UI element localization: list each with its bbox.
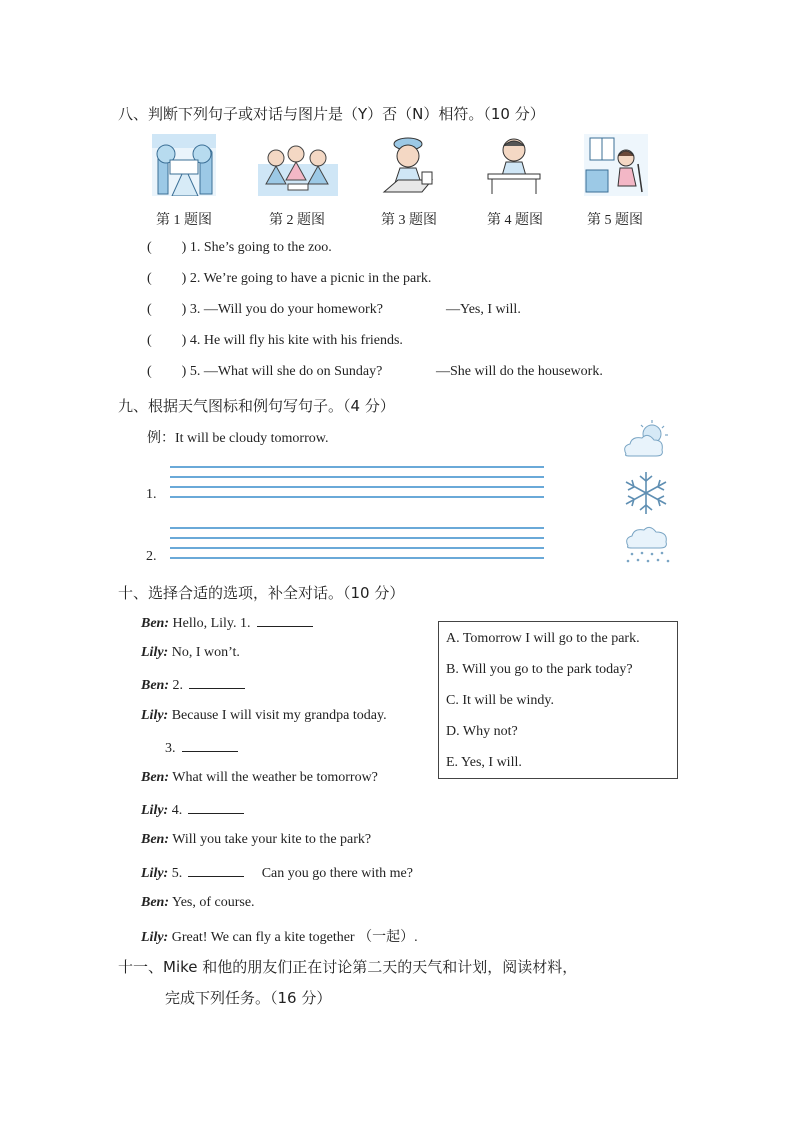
judgment-item-2 [147,271,431,287]
dialogue-text: 4. [171,803,183,818]
answer-paren-close: ) [181,302,187,317]
dialogue-line-10 [141,895,255,911]
dialogue-line-1 [141,614,313,632]
speaker: Ben: [141,770,169,785]
picture-caption-5: 第 5 题图 [587,213,643,228]
dialogue-text: Hello, Lily. 1. [172,616,251,631]
writing-line [170,527,544,529]
answer-paren-open: ( [147,364,152,379]
option-a: A. Tomorrow I will go to the park. [446,631,640,646]
dialogue-line-2 [141,645,240,661]
boy-at-desk-picture-icon [486,136,542,196]
dialogue-line-4 [141,708,387,724]
writing-line [170,466,544,468]
option-d: D. Why not? [446,724,518,739]
judgment-text: 5. —What will she do on Sunday? [189,364,383,379]
dialogue-text-after: Can you go there with me? [261,866,413,881]
writing-number-2: 2. [146,549,157,564]
writing-number-1: 1. [146,487,157,502]
dialogue-text: 2. [172,678,183,693]
judgment-text: 3. —Will you do your homework? [189,302,383,317]
speaker: Ben: [141,678,169,693]
judgment-item-3 [147,302,383,318]
dialogue-text: No, I won’t. [171,645,240,660]
judgment-text: 1. She’s going to the zoo. [189,240,332,255]
section10-heading: 十、选择合适的选项，补全对话。（10 分） [118,584,405,602]
speaker: Lily: [141,645,169,660]
picture-caption-1: 第 1 题图 [156,213,212,228]
option-b: B. Will you go to the park today? [446,662,633,677]
judgment-answer-5: —She will do the housework. [436,364,603,379]
dialogue-text: 3. [165,741,176,756]
speaker: Lily: [141,866,169,881]
dialogue-line-7 [141,801,244,819]
speaker: Lily: [141,708,169,723]
picnic-picture-icon [258,140,338,196]
answer-paren-open: ( [147,271,152,286]
judgment-item-5 [147,364,382,380]
judgment-text: 4. He will fly his kite with his friends. [189,333,403,348]
answer-blank[interactable] [189,676,245,689]
snowflake-icon [622,470,670,516]
dialogue-text: Because I will visit my grandpa today. [171,708,387,723]
speaker: Ben: [141,832,169,847]
rain-cloud-icon [622,522,672,566]
dialogue-line-11 [141,926,418,946]
speaker: Ben: [141,616,169,631]
section11-heading-line1: 十一、Mike 和他的朋友们正在讨论第二天的天气和计划，阅读材料， [118,958,578,976]
writing-line [170,476,544,478]
picture-caption-2: 第 2 题图 [269,213,325,228]
answer-paren-open: ( [147,302,152,317]
answer-paren-close: ) [181,364,187,379]
dialogue-line-6 [141,770,378,786]
judgment-text: 2. We’re going to have a picnic in the park. [189,271,432,286]
dialogue-text: What will the weather be tomorrow? [172,770,378,785]
speaker: Lily: [141,930,169,945]
judgment-item-4 [147,333,403,349]
dialogue-text: Will you take your kite to the park? [172,832,372,847]
dialogue-line-5 [165,739,238,757]
example-sentence: 例：It will be cloudy tomorrow. [147,431,329,446]
speaker: Ben: [141,895,169,910]
section8-heading: 八、判断下列句子或对话与图片是（Y）否（N）相符。（10 分） [118,105,545,123]
writing-line [170,537,544,539]
option-c: C. It will be windy. [446,693,554,708]
dialogue-line-9 [141,864,413,882]
homework-picture-icon [378,136,438,196]
zoo-picture-icon [152,134,216,196]
answer-blank[interactable] [188,801,244,814]
dialogue-line-8 [141,832,371,848]
writing-line [170,547,544,549]
dialogue-text: Great! We can fly a kite together （一起）. [171,930,418,945]
section9-heading: 九、根据天气图标和例句写句子。（4 分） [118,397,395,415]
writing-line [170,486,544,488]
picture-caption-3: 第 3 题图 [381,213,437,228]
answer-blank[interactable] [182,739,238,752]
answer-paren-close: ) [181,240,187,255]
answer-paren-open: ( [147,333,152,348]
answer-paren-close: ) [181,333,187,348]
option-e: E. Yes, I will. [446,755,522,770]
answer-paren-close: ) [181,271,187,286]
cloudy-sun-icon [620,418,672,460]
girl-housework-picture-icon [584,134,648,196]
answer-blank[interactable] [257,614,313,627]
dialogue-text: Yes, of course. [171,895,255,910]
writing-line [170,557,544,559]
dialogue-line-3 [141,676,245,694]
dialogue-text: 5. [171,866,183,881]
picture-caption-4: 第 4 题图 [487,213,543,228]
section11-heading-line2: 完成下列任务。（16 分） [165,989,332,1007]
judgment-answer-3: —Yes, I will. [446,302,521,317]
speaker: Lily: [141,803,169,818]
options-box [438,621,678,779]
answer-paren-open: ( [147,240,152,255]
answer-blank[interactable] [188,864,244,877]
judgment-item-1 [147,240,332,256]
writing-line [170,496,544,498]
